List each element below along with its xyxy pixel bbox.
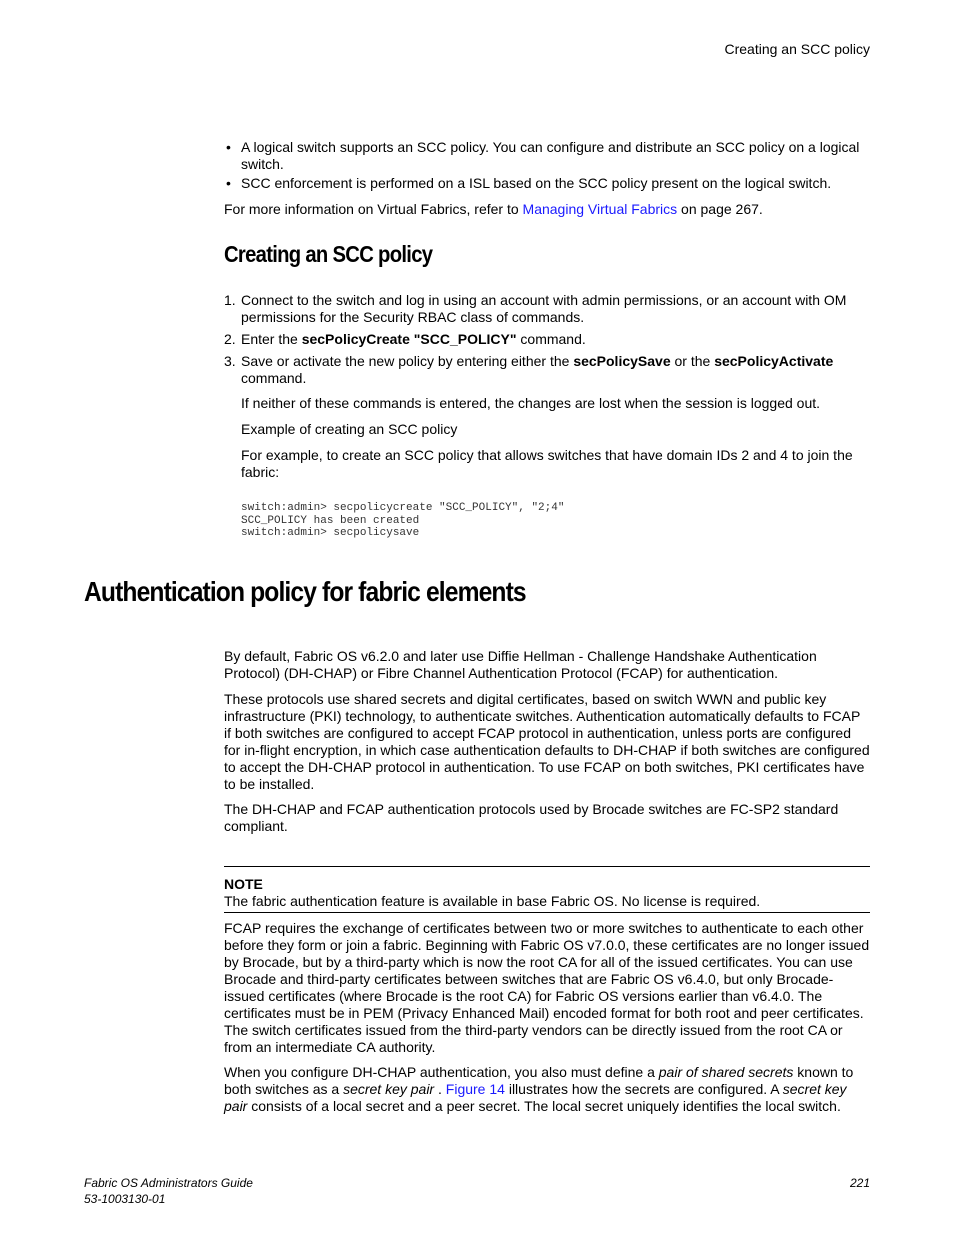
intro-bullet-list [224, 139, 870, 194]
footer-doc-info [84, 1175, 253, 1207]
command-name: secPolicyCreate "SCC_POLICY" [301, 331, 517, 347]
running-header-title: Creating an SCC policy [724, 41, 870, 57]
step-text-post: command. [241, 370, 307, 386]
code-line: SCC_POLICY has been created [241, 514, 420, 527]
italic-term: secret key pair [224, 1081, 847, 1114]
auth-paragraph-1: By default, Fabric OS v6.2.0 and later use Diffie Hellman - Challenge Handshake Authentication Protocol) (DH-CHAP) or Fibre Channel Authentication Protocol (FCAP) for authentication. [224, 648, 817, 681]
footer-doc-title: Fabric OS Administrators Guide [84, 1176, 253, 1190]
step-text-pre: Enter the [241, 331, 302, 347]
step-number: 3. [224, 353, 236, 369]
auth-paragraph-2: These protocols use shared secrets and digital certificates, based on switch WWN and public key infrastructure (PKI) technology, to authenticate switches. Authentication automatically defaults to FCAP if both switches are configured to accept FCAP protocol in authentication, unless ports are configured for in-flight encryption, in which case authentication defaults to DH-CHAP if both switches are configured to accept the DH-CHAP protocol in authentication. To use FCAP on both switches, PKI certificates have to be installed. [224, 691, 870, 792]
auth-paragraph-3: The DH-CHAP and FCAP authentication protocols used by Brocade switches are FC-SP2 standard compliant. [224, 801, 839, 834]
note-label: NOTE [224, 876, 263, 892]
bullet-item: • SCC enforcement is performed on a ISL based on the SCC policy present on the logical switch. [224, 175, 870, 192]
text-run: illustrates how the secrets are configured. A [504, 1081, 783, 1097]
more-info-suffix: on page 267. [677, 201, 763, 217]
more-info-paragraph [224, 201, 870, 218]
code-line: switch:admin> secpolicycreate "SCC_POLICY", "2;4" [241, 502, 565, 514]
bullet-item: • A logical switch supports an SCC policy. You can configure and distribute an SCC policy on a logical switch. [224, 139, 870, 173]
scc-steps-list [224, 292, 870, 392]
text-run: known to both switches as a [224, 1064, 854, 1097]
more-info-prefix: For more information on Virtual Fabrics, refer to [224, 201, 523, 217]
italic-term: secret key pair [343, 1081, 435, 1097]
step-item [224, 292, 870, 326]
example-intro: For example, to create an SCC policy that allows switches that have domain IDs 2 and 4 to join the fabric: [241, 447, 853, 480]
section-heading-authentication: Authentication policy for fabric elements [84, 576, 526, 607]
step-item [224, 353, 870, 387]
text-run: . [434, 1081, 446, 1097]
text-run: consists of a local secret and a peer secret. The local secret uniquely identifies the local switch. [247, 1098, 841, 1114]
italic-term: pair of shared secrets [658, 1064, 794, 1080]
step-text-mid: or the [670, 353, 715, 369]
footer-page-number: 221 [849, 1176, 870, 1190]
step-text: Connect to the switch and log in using an account with admin permissions, or an account with OM permissions for the Security RBAC class of commands. [241, 292, 847, 325]
scc-note-paragraph: If neither of these commands is entered, the changes are lost when the session is logged out. [241, 395, 821, 411]
step-text-pre: Save or activate the new policy by entering either the [241, 353, 574, 369]
cli-example-code [241, 502, 564, 540]
command-name: secPolicySave [573, 353, 671, 369]
step-item [224, 331, 870, 348]
auth-paragraph-5 [224, 1064, 870, 1115]
command-name: secPolicyActivate [714, 353, 834, 369]
section-heading-scc: Creating an SCC policy [224, 241, 433, 267]
step-number: 2. [224, 331, 236, 347]
auth-paragraph-4: FCAP requires the exchange of certificates between two or more switches to authenticate to each other before they form or join a fabric. Beginning with Fabric OS v7.0.0, these certificates are no longer issued by Brocade, but by a third-party which is now the root CA for all of the issued certificates. You can use Brocade and third-party certificates between switches that are Fabric OS v6.4.0, but only Brocade-issued certificates (where Brocade is the root CA) for Fabric OS versions earlier than v6.4.0. The certificates must be in PEM (Privacy Enhanced Mail) encoded format for both root and peer certificates. The switch certificates issued from the third-party vendors can be directly issued from the root CA or from an intermediate CA authority. [224, 920, 870, 1055]
step-number: 1. [224, 292, 236, 308]
note-box [224, 866, 870, 913]
text-run: When you configure DH-CHAP authentication, you also must define a [224, 1064, 659, 1080]
note-body: The fabric authentication feature is available in base Fabric OS. No license is required. [224, 893, 761, 909]
footer-doc-number: 53-1003130-01 [84, 1192, 166, 1206]
managing-virtual-fabrics-link[interactable]: Managing Virtual Fabrics [522, 201, 678, 217]
example-label: Example of creating an SCC policy [241, 421, 458, 437]
code-line: switch:admin> secpolicysave [241, 527, 420, 539]
step-text-post: command. [516, 331, 586, 347]
figure-14-link[interactable]: Figure 14 [445, 1081, 505, 1097]
